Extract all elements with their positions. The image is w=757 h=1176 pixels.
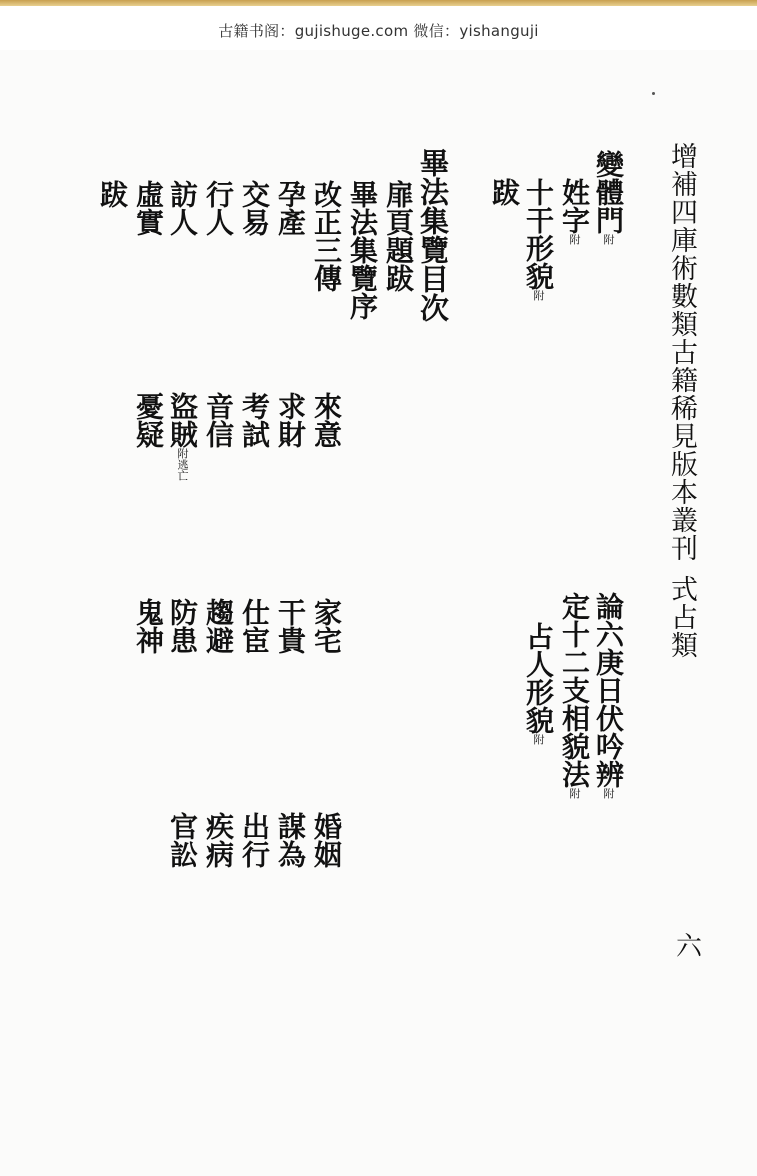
- entry-text: 盜賊: [166, 392, 199, 448]
- entry-note: 附: [532, 290, 545, 301]
- ink-dot: [652, 92, 655, 95]
- entry-text: 姓字: [558, 178, 591, 234]
- entry-note: 附: [602, 234, 615, 245]
- toc-entry: 趨避: [202, 598, 235, 654]
- toc-entry-liugeng: [592, 592, 625, 799]
- toc-entry: 謀為: [274, 812, 307, 868]
- toc-entry: 仕宦: [238, 598, 271, 654]
- entry-note: 附: [602, 788, 615, 799]
- toc-front-2: 畢法集覽序: [346, 180, 379, 320]
- toc-heading: 畢法集覽目次: [416, 148, 450, 322]
- toc-entry: 交易: [238, 180, 271, 236]
- page-number: 六: [676, 932, 703, 962]
- entry-note: 附: [568, 234, 581, 245]
- entry-text: 占人形貌: [522, 622, 555, 734]
- toc-entry-shigan: [522, 178, 555, 301]
- watermark-text: 古籍书阁：gujishuge.com 微信：yishanguji: [218, 22, 539, 40]
- toc-entry: 求財: [274, 392, 307, 448]
- toc-entry: 出行: [238, 812, 271, 868]
- toc-front-3: 改正三傳: [310, 180, 343, 292]
- toc-front-1: 扉頁題跋: [382, 180, 415, 292]
- entry-text: 變體門: [592, 150, 625, 234]
- toc-entry: 行人: [202, 180, 235, 236]
- toc-entry: 防患: [166, 598, 199, 654]
- toc-entry: 婚姻: [310, 812, 343, 868]
- entry-note: 附: [532, 734, 545, 745]
- toc-entry-zhanren: [522, 622, 555, 745]
- toc-entry: 疾病: [202, 812, 235, 868]
- series-title: 增補四庫術數類古籍稀見版本叢刊: [666, 142, 697, 562]
- toc-entry: 家宅: [310, 598, 343, 654]
- toc-entry: 音信: [202, 392, 235, 448]
- toc-entry-shierzhi: [558, 592, 591, 799]
- toc-entry-biantimen: [592, 150, 625, 245]
- toc-entry-ba-prev: 跋: [488, 178, 521, 206]
- toc-entry: 考試: [238, 392, 271, 448]
- toc-entry: 孕產: [274, 180, 307, 236]
- toc-entry-xingzi: [558, 178, 591, 245]
- entry-text: 定十二支相貌法: [558, 592, 591, 788]
- toc-entry: 跋: [96, 180, 129, 208]
- toc-entry-daozei: [166, 392, 199, 481]
- toc-entry: 鬼神: [132, 598, 165, 654]
- toc-entry: 訪人: [166, 180, 199, 236]
- category-label: 式占類: [666, 575, 697, 659]
- entry-note: 附逃亡: [176, 448, 189, 481]
- entry-text: 論六庚日伏吟辨: [592, 592, 625, 788]
- toc-entry: 官訟: [166, 812, 199, 868]
- entry-text: 十干形貌: [522, 178, 555, 290]
- toc-entry: 憂疑: [132, 392, 165, 448]
- toc-entry: 干貴: [274, 598, 307, 654]
- toc-entry: 虛實: [132, 180, 165, 236]
- entry-note: 附: [568, 788, 581, 799]
- toc-entry: 來意: [310, 392, 343, 448]
